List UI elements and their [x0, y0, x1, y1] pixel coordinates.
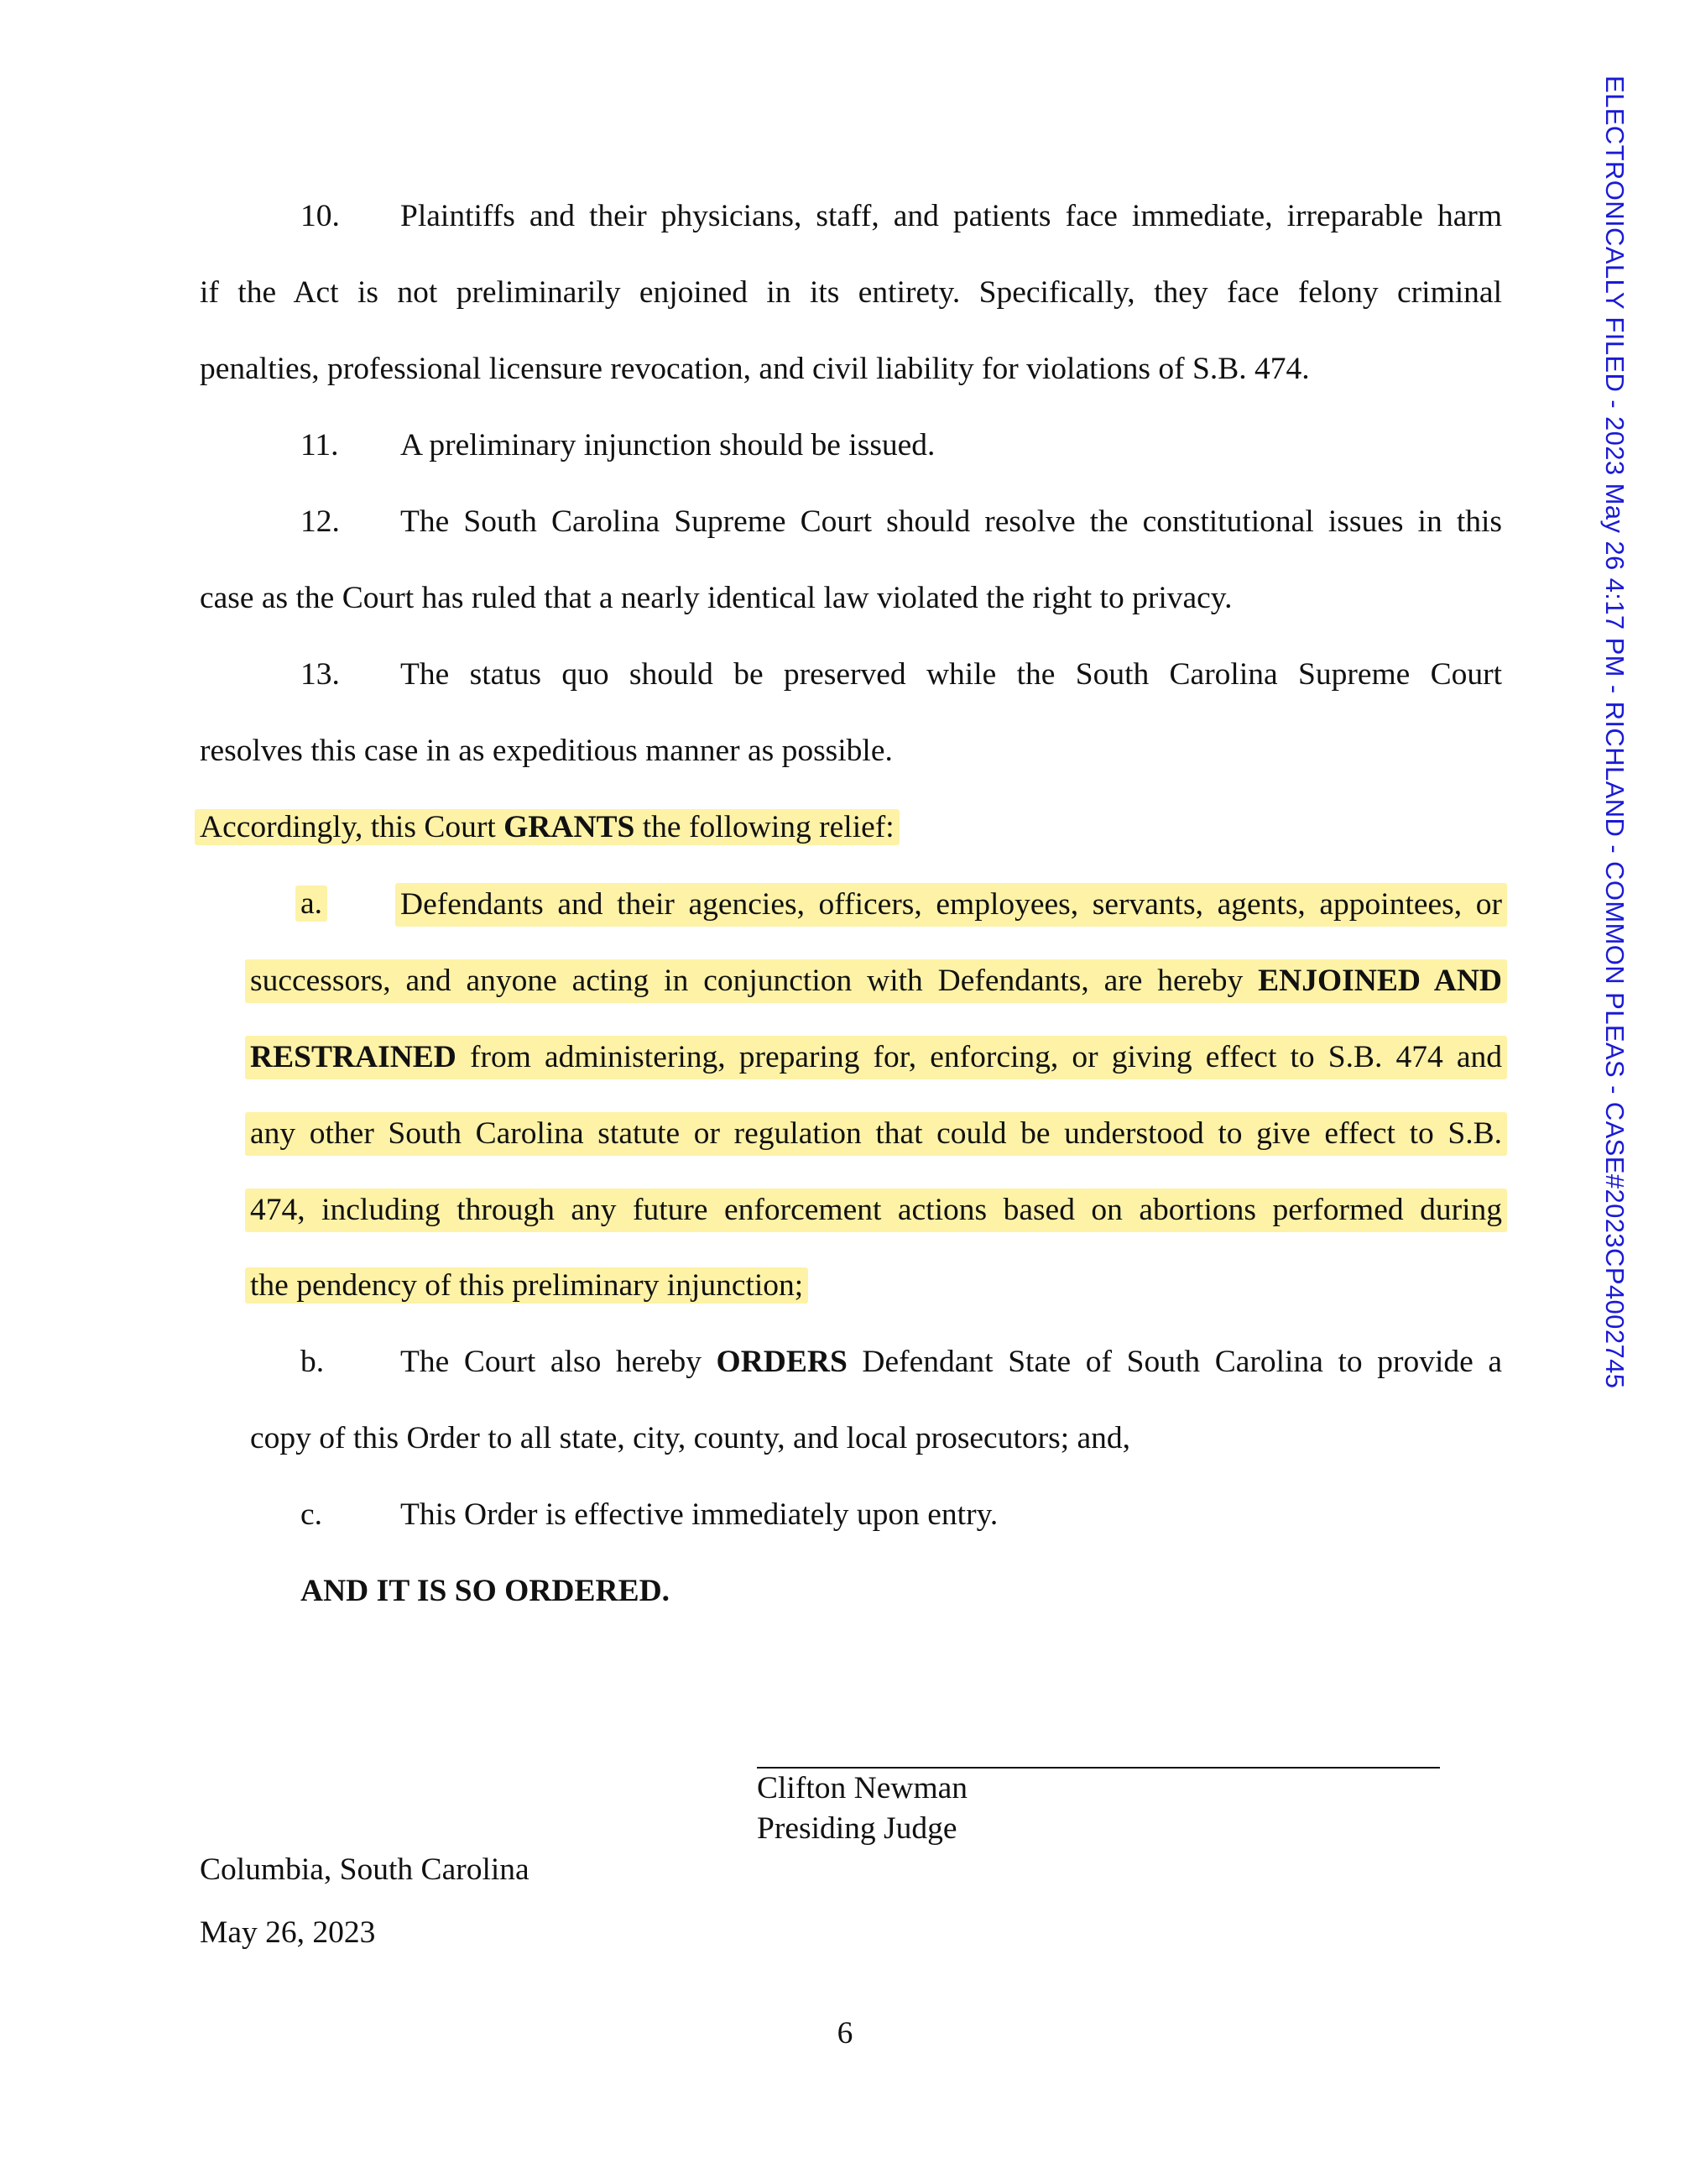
grants-relief-line	[200, 807, 895, 849]
paragraph-10-number: 10.	[300, 199, 340, 233]
so-ordered-heading: AND IT IS SO ORDERED.	[300, 1574, 670, 1608]
relief-b-label: b.	[300, 1345, 325, 1379]
paragraph-13-line-2: resolves this case in as expeditious manner as possible.	[200, 734, 893, 768]
relief-a-line-2: successors, and anyone acting in conjunction with Defendants, are hereby ENJOINED AND	[250, 959, 1502, 1003]
relief-a-line-5: 474, including through any future enforcement actions based on abortions performed during	[250, 1189, 1502, 1232]
paragraph-10-line-2: if the Act is not preliminarily enjoined in its entirety. Specifically, they face felony criminal	[200, 275, 1502, 310]
grants-bold-text: GRANTS	[503, 810, 635, 844]
paragraph-12-line-2: case as the Court has ruled that a nearly identical law violated the right to privacy.	[200, 581, 1233, 615]
relief-c-label: c.	[300, 1497, 323, 1532]
paragraph-13-number: 13.	[300, 657, 340, 692]
relief-c-line-1: This Order is effective immediately upon entry.	[400, 1497, 999, 1532]
paragraph-11-line-1: A preliminary injunction should be issued.	[400, 428, 936, 462]
page-number: 6	[837, 2016, 853, 2051]
signing-location: Columbia, South Carolina	[200, 1852, 529, 1887]
paragraph-12-line-1: The South Carolina Supreme Court should resolve the constitutional issues in this	[400, 504, 1502, 539]
electronic-filing-stamp: ELECTRONICALLY FILED - 2023 May 26 4:17 PM - RICHLAND - COMMON PLEAS - CASE#2023CP4002745	[1600, 76, 1630, 1389]
paragraph-13-line-1: The status quo should be preserved while the South Carolina Supreme Court	[400, 657, 1502, 692]
relief-a-label: a.	[300, 883, 322, 925]
grants-post-text: the following relief:	[634, 810, 895, 844]
paragraph-10-line-3: penalties, professional licensure revocation, and civil liability for violations of S.B. 474.	[200, 352, 1310, 386]
relief-b-line-2: copy of this Order to all state, city, county, and local prosecutors; and,	[250, 1421, 1131, 1455]
judge-title: Presiding Judge	[757, 1811, 957, 1846]
relief-a-line-6: the pendency of this preliminary injunction;	[250, 1265, 803, 1307]
paragraph-12-number: 12.	[300, 504, 340, 539]
paragraph-10-line-1: Plaintiffs and their physicians, staff, and patients face immediate, irreparable harm	[400, 199, 1502, 233]
judge-name: Clifton Newman	[757, 1771, 968, 1805]
relief-a-line-3: RESTRAINED from administering, preparing for, enforcing, or giving effect to S.B. 474 and	[250, 1036, 1502, 1079]
relief-b-line-1: The Court also hereby ORDERS Defendant State of South Carolina to provide a	[400, 1345, 1503, 1379]
relief-a-line-1: Defendants and their agencies, officers, employees, servants, agents, appointees, or	[400, 883, 1502, 927]
signing-date: May 26, 2023	[200, 1915, 376, 1950]
grants-pre-text: Accordingly, this Court	[200, 810, 504, 844]
relief-a-line-4: any other South Carolina statute or regulation that could be understood to give effect to S.B.	[250, 1112, 1502, 1156]
paragraph-11-number: 11.	[300, 428, 339, 462]
